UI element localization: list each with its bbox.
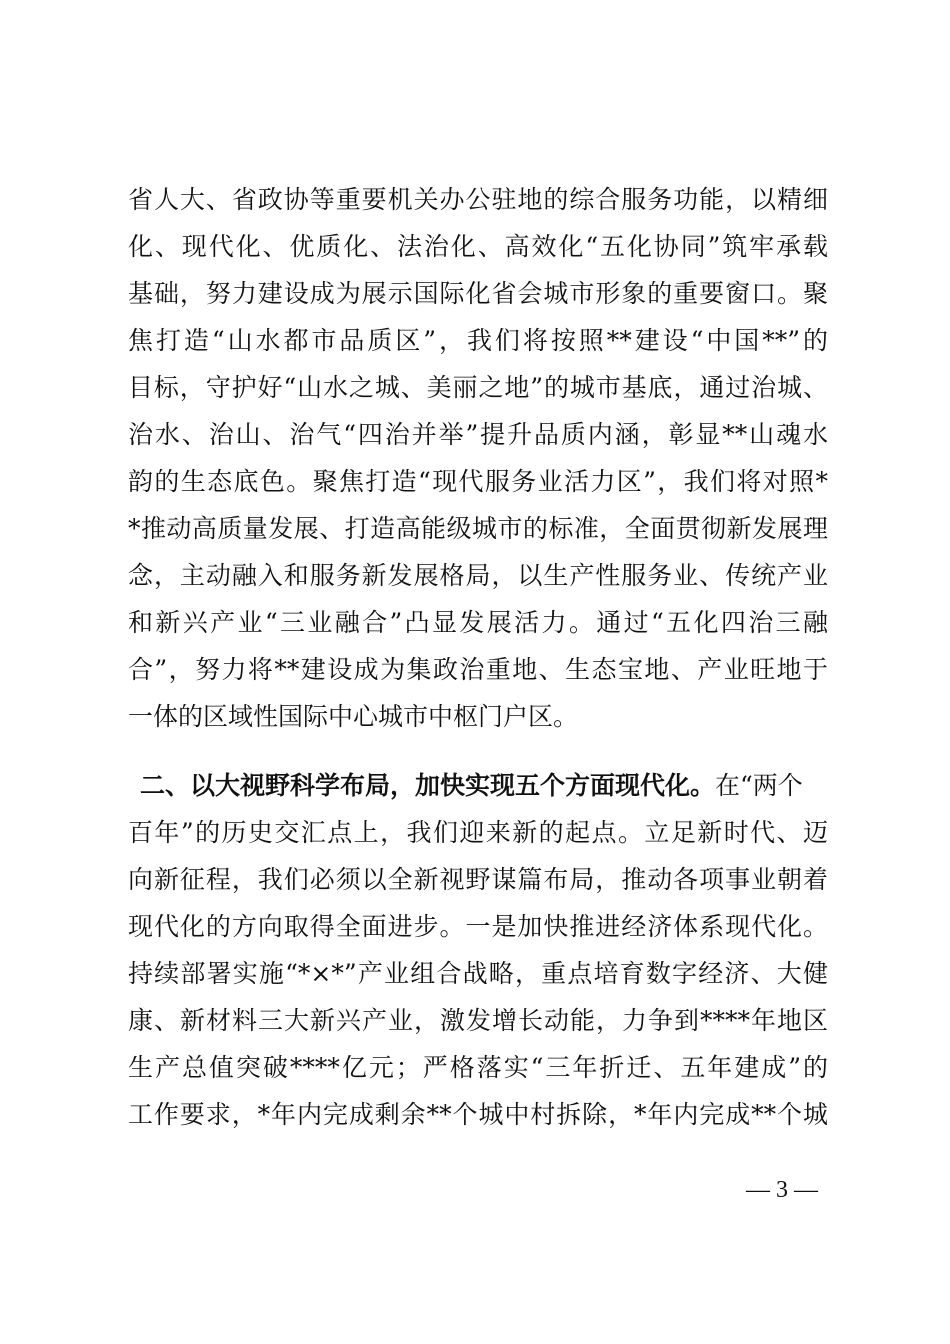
page-number: — 3 —: [746, 1177, 818, 1203]
paragraph-line: 康、新材料三大新兴产业，激发增长动能，力争到****年地区: [128, 1006, 828, 1035]
section-heading-line: [128, 762, 828, 809]
paragraph-line: 念，主动融入和服务新发展格局，以生产性服务业、传统产业: [128, 561, 828, 590]
paragraph-2: [128, 762, 828, 1138]
paragraph-line: 韵的生态底色。聚焦打造“现代服务业活力区”，我们将对照*: [128, 467, 828, 496]
paragraph-line: 和新兴产业“三业融合”凸显发展活力。通过“五化四治三融: [128, 608, 828, 637]
paragraph-line: 焦打造“山水都市品质区”，我们将按照**建设“中国**”的: [128, 326, 828, 355]
paragraph-line: 百年”的历史交汇点上，我们迎来新的起点。立足新时代、迈: [128, 818, 828, 847]
paragraph-line: 合”，努力将**建设成为集政治重地、生态宝地、产业旺地于: [128, 655, 828, 684]
paragraph-line: 持续部署实施“*×*”产业组合战略，重点培育数字经济、大健: [128, 959, 828, 988]
paragraph-line: 目标，守护好“山水之城、美丽之地”的城市基底，通过治城、: [128, 373, 828, 402]
paragraph-line: 现代化的方向取得全面进步。一是加快推进经济体系现代化。: [128, 912, 828, 941]
paragraph-line: 治水、治山、治气“四治并举”提升品质内涵，彰显**山魂水: [128, 420, 828, 449]
paragraph-line: 生产总值突破****亿元；严格落实“三年折迁、五年建成”的: [128, 1053, 828, 1082]
paragraph-1: [128, 176, 828, 740]
paragraph-line: 基础，努力建设成为展示国际化省会城市形象的重要窗口。聚: [128, 279, 828, 308]
paragraph-line: 省人大、省政协等重要机关办公驻地的综合服务功能，以精细: [128, 185, 828, 214]
paragraph-line: 化、现代化、优质化、法治化、高效化“五化协同”筑牢承载: [128, 232, 828, 261]
section-heading-tail: 在“两个: [715, 771, 803, 800]
section-heading: 二、以大视野科学布局，加快实现五个方面现代化。: [140, 771, 716, 800]
paragraph-line: 工作要求，*年内完成剩余**个城中村拆除，*年内完成**个城: [128, 1100, 828, 1129]
paragraph-line: 向新征程，我们必须以全新视野谋篇布局，推动各项事业朝着: [128, 865, 828, 894]
paragraph-line: 一体的区域性国际中心城市中枢门户区。: [128, 702, 579, 731]
paragraph-line: *推动高质量发展、打造高能级城市的标准，全面贯彻新发展理: [128, 514, 828, 543]
